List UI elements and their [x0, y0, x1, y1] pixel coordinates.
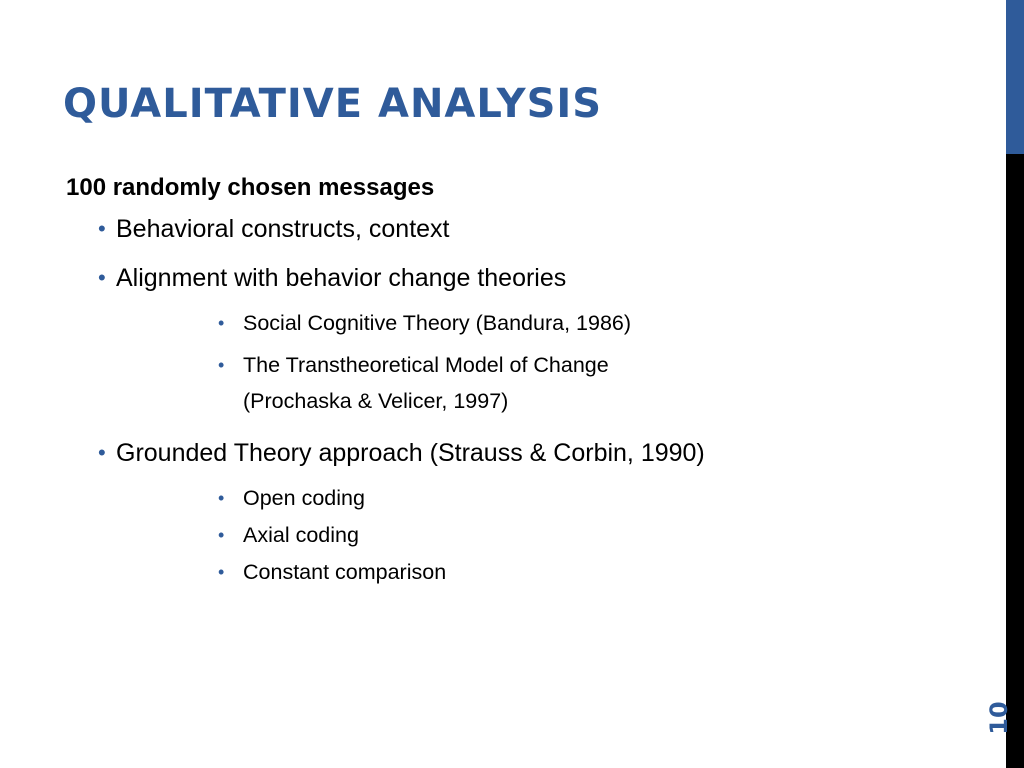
sub-bullet-list [116, 305, 966, 419]
sub-bullet-icon: • [218, 488, 225, 508]
sidebar-accent-bar [1006, 0, 1024, 154]
sub-bullet-text: Axial coding [243, 523, 359, 547]
sub-bullet-text: Constant comparison [243, 560, 447, 584]
bullet-text: Grounded Theory approach (Strauss & Corbin, 1990) [116, 439, 705, 467]
bullet-list [66, 214, 966, 590]
sub-bullet-item-open-coding [116, 480, 966, 516]
bullet-item-grounded-theory [66, 438, 966, 590]
sub-bullet-text: Open coding [243, 486, 365, 510]
sub-bullet-list [116, 480, 966, 590]
sub-bullet-icon: • [218, 313, 225, 333]
bullet-item-behavioral-constructs [66, 214, 966, 244]
sub-bullet-item-constant-comparison [116, 554, 966, 590]
sub-bullet-icon: • [218, 355, 225, 375]
page-number: 10 [985, 701, 1013, 735]
sub-bullet-icon: • [218, 562, 225, 582]
bullet-icon: • [98, 216, 106, 241]
sub-bullet-item-transtheoretical [116, 347, 966, 419]
sub-bullet-text: Social Cognitive Theory (Bandura, 1986) [243, 311, 632, 335]
slide-body [66, 172, 966, 591]
sub-bullet-text: The Transtheoretical Model of Change [243, 353, 609, 377]
sub-bullet-text-continued: (Prochaska & Velicer, 1997) [243, 389, 509, 413]
bullet-item-alignment-theories [66, 263, 966, 419]
sub-bullet-icon: • [218, 525, 225, 545]
bullet-text: Behavioral constructs, context [116, 215, 450, 243]
sub-bullet-item-social-cognitive [116, 305, 966, 341]
sub-bullet-item-axial-coding [116, 517, 966, 553]
slide-title: QUALITATIVE ANALYSIS [63, 81, 603, 127]
lead-text: 100 randomly chosen messages [66, 174, 435, 201]
bullet-icon: • [98, 265, 106, 290]
bullet-icon: • [98, 440, 106, 465]
bullet-text: Alignment with behavior change theories [116, 264, 567, 292]
